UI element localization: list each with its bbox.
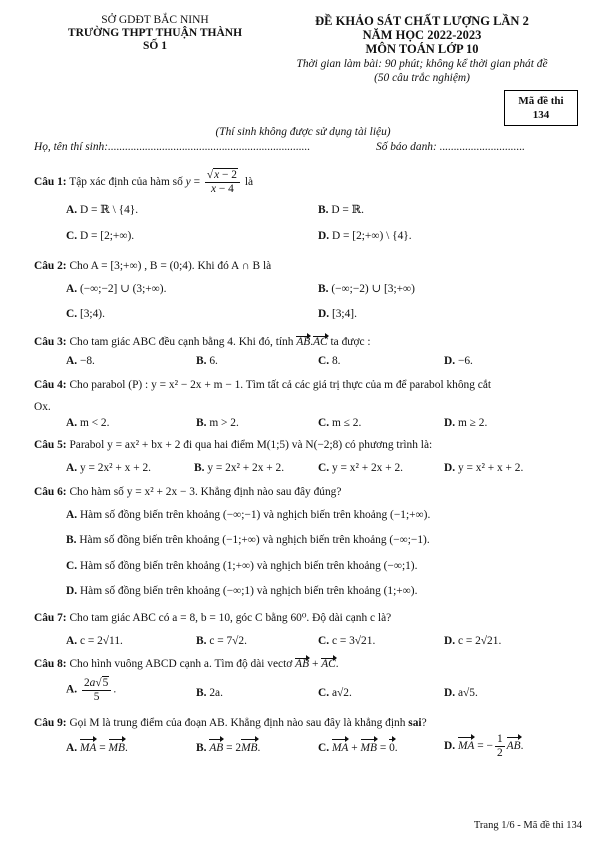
candidate-name-field: Họ, tên thí sinh:.......................................................................	[34, 141, 311, 153]
page-footer: Trang 1/6 - Mã đề thi 134	[473, 820, 582, 831]
exam-code-box	[504, 90, 578, 126]
time-note: Thời gian làm bài: 90 phút; không kể thời gian phát đề	[296, 58, 548, 70]
q2-option-b[interactable]: B. (−∞;−2) ∪ [3;+∞)	[318, 283, 415, 295]
candidate-id-field: Số báo danh: ..............................	[376, 141, 526, 153]
question-4-line2: Ox.	[34, 401, 51, 413]
exam-code-value: 134	[532, 109, 550, 121]
q2-option-d[interactable]: D. [3;4].	[318, 308, 357, 320]
q7-option-d[interactable]: D. c = 2√21.	[444, 635, 502, 647]
q4-option-c[interactable]: C. m ≤ 2.	[318, 417, 362, 429]
q6-option-b[interactable]: B. Hàm số đồng biến trên khoảng (−1;+∞) và nghịch biến trên khoảng (−∞;−1).	[66, 534, 430, 546]
school-year: NĂM HỌC 2022-2023	[362, 28, 482, 42]
q1-option-c[interactable]: C. D = [2;+∞).	[66, 230, 135, 242]
q8-option-b[interactable]: B. 2a.	[196, 687, 223, 699]
q8-option-c[interactable]: C. a√2.	[318, 687, 352, 699]
question-1: Câu 1: Tập xác định của hàm số y = $\frac{√x - 2}{x - 4}$ là	[34, 169, 254, 196]
q9-option-d[interactable]: D. MA = − $\frac{1}{2}$ AB.	[444, 733, 524, 759]
question-8: Câu 8: Cho hình vuông ABCD cạnh a. Tìm độ dài vectơ AB + AC.	[34, 658, 339, 670]
q8-option-a[interactable]: A. $\frac{2a√5}{5}$ .	[66, 677, 117, 703]
question-2: Câu 2: Cho A = [3;+∞) , B = (0;4). Khi đó A ∩ B là	[34, 260, 272, 272]
q5-option-a[interactable]: A. y = 2x² + x + 2.	[66, 462, 152, 474]
question-count: (50 câu trắc nghiệm)	[374, 72, 470, 84]
school-name-line2: SỐ 1	[143, 40, 167, 52]
question-9: Câu 9: Gọi M là trung điểm của đoạn AB. Khẳng định nào sau đây là khẳng định sai?	[34, 717, 427, 729]
q6-option-c[interactable]: C. Hàm số đồng biến trên khoảng (1;+∞) và nghịch biến trên khoảng (−∞;1).	[66, 560, 418, 572]
question-3: Câu 3: Cho tam giác ABC đều cạnh bằng 4. Khi đó, tính AB.AC ta được :	[34, 336, 371, 348]
q9-option-c[interactable]: C. MA + MB = 0.	[318, 738, 398, 758]
q9-option-a[interactable]: A. MA = MB.	[66, 738, 128, 758]
q4-option-d[interactable]: D. m ≥ 2.	[444, 417, 488, 429]
q3-option-a[interactable]: A. −8.	[66, 355, 95, 367]
q5-option-c[interactable]: C. y = x² + 2x + 2.	[318, 462, 404, 474]
q3-option-d[interactable]: D. −6.	[444, 355, 473, 367]
q1-option-a[interactable]: A. D = ℝ \ {4}.	[66, 204, 139, 216]
question-4: Câu 4: Cho parabol (P) : y = x² − 2x + m − 1. Tìm tất cả các giá trị thực của m để parabol không cắt	[34, 379, 492, 391]
q7-option-a[interactable]: A. c = 2√11.	[66, 635, 123, 647]
q2-option-c[interactable]: C. [3;4).	[66, 308, 105, 320]
question-5: Câu 5: Parabol y = ax² + bx + 2 đi qua hai điểm M(1;5) và N(−2;8) có phương trình là:	[34, 439, 433, 451]
school-name: TRƯỜNG THPT THUẬN THÀNH	[67, 27, 243, 39]
q9-option-b[interactable]: B. AB = 2MB.	[196, 738, 260, 758]
q5-option-b[interactable]: B. y = 2x² + 2x + 2.	[194, 462, 285, 474]
q6-option-a[interactable]: A. Hàm số đồng biến trên khoảng (−∞;−1) và nghịch biến trên khoảng (−1;+∞).	[66, 509, 431, 521]
q7-option-c[interactable]: C. c = 3√21.	[318, 635, 376, 647]
q4-option-a[interactable]: A. m < 2.	[66, 417, 110, 429]
department-name: SỞ GDĐT BẮC NINH	[101, 14, 209, 26]
fraction: $\frac{2a√5}{5}$	[82, 676, 111, 704]
exam-code-label: Mã đề thi	[518, 95, 564, 107]
q1-option-d[interactable]: D. D = [2;+∞) \ {4}.	[318, 230, 412, 242]
q2-option-a[interactable]: A. (−∞;−2] ∪ (3;+∞).	[66, 283, 167, 295]
no-materials-note: (Thí sinh không được sử dụng tài liệu)	[215, 126, 391, 138]
q4-option-b[interactable]: B. m > 2.	[196, 417, 239, 429]
q8-option-d[interactable]: D. a√5.	[444, 687, 478, 699]
fraction: $\frac{√x - 2}{x - 4}$	[205, 168, 240, 196]
q6-option-d[interactable]: D. Hàm số đồng biến trên khoảng (−∞;1) và nghịch biến trên khoảng (1;+∞).	[66, 585, 418, 597]
exam-title: ĐỀ KHẢO SÁT CHẤT LƯỢNG LẦN 2	[315, 14, 529, 28]
q3-option-b[interactable]: B. 6.	[196, 355, 218, 367]
subject: MÔN TOÁN LỚP 10	[365, 42, 479, 56]
q3-option-c[interactable]: C. 8.	[318, 355, 341, 367]
question-6: Câu 6: Cho hàm số y = x² + 2x − 3. Khẳng định nào sau đây đúng?	[34, 486, 342, 498]
q5-option-d[interactable]: D. y = x² + x + 2.	[444, 462, 524, 474]
question-7: Câu 7: Cho tam giác ABC có a = 8, b = 10, góc C bằng 60⁰. Độ dài cạnh c là?	[34, 612, 392, 624]
fraction: $\frac{1}{2}$	[496, 733, 503, 759]
q1-option-b[interactable]: B. D = ℝ.	[318, 204, 364, 216]
q7-option-b[interactable]: B. c = 7√2.	[196, 635, 247, 647]
